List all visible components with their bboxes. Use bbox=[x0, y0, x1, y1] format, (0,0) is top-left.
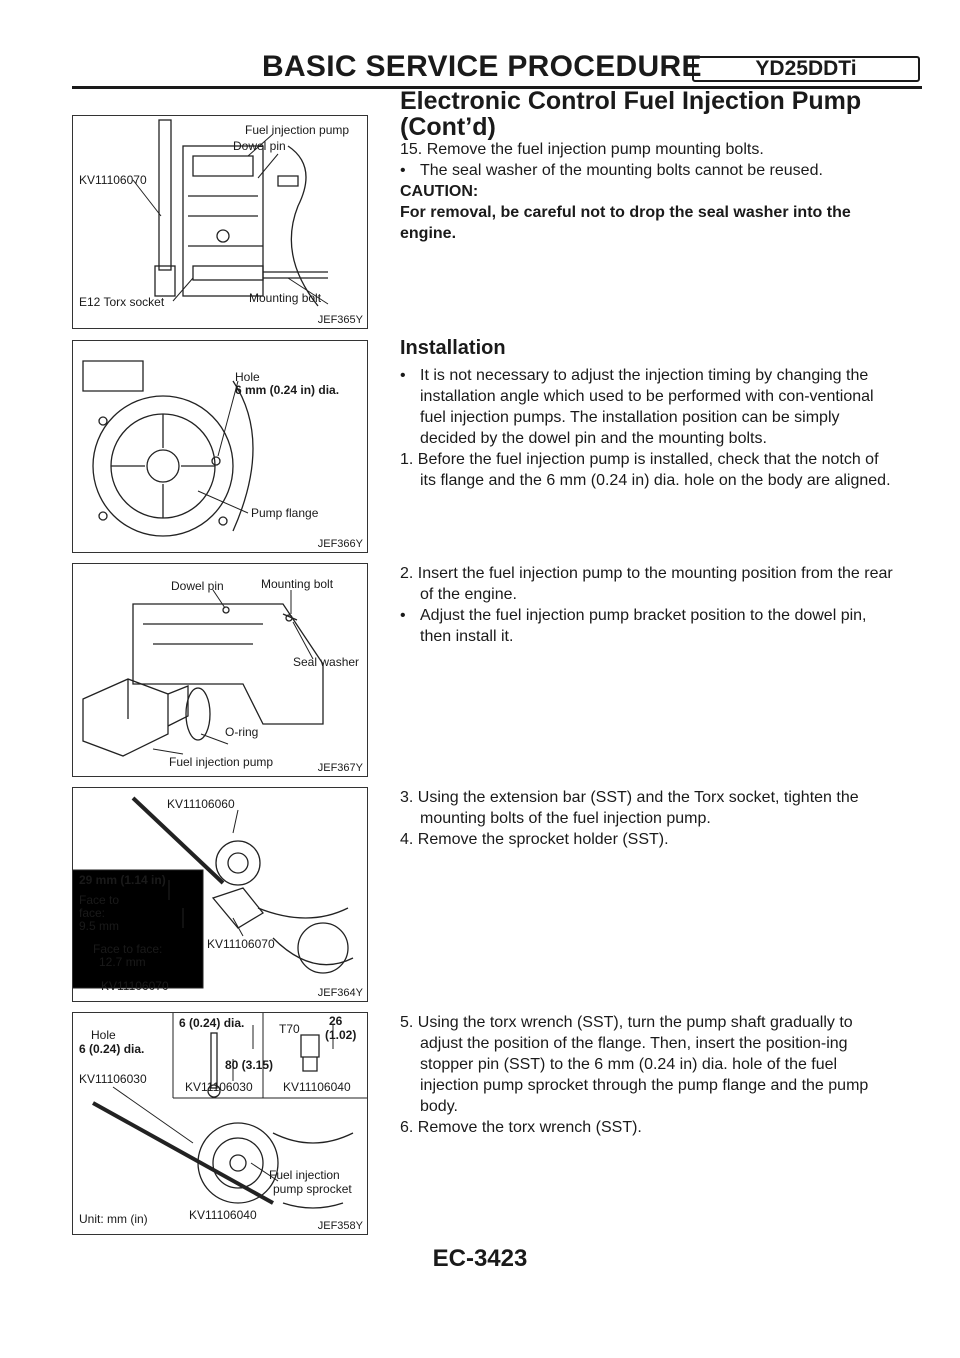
label-9-5mm: 9.5 mm bbox=[79, 919, 120, 933]
label-hole: Hole bbox=[235, 370, 260, 384]
label-pin-length: 80 (3.15) bbox=[225, 1058, 274, 1072]
figure-code: JEF364Y bbox=[317, 987, 363, 999]
installation-block bbox=[400, 338, 895, 491]
step-6: 6. Remove the torx wrench (SST). bbox=[400, 1119, 642, 1136]
step-2-bullet: • Adjust the fuel injection pump bracket position to the dowel pin, then install it. bbox=[400, 605, 895, 647]
label-kv11106070-b: KV11106070 bbox=[207, 937, 275, 951]
label-kv11106070-a: KV11106070 bbox=[101, 979, 169, 993]
label-fuel-injection-pump: Fuel injection pump bbox=[245, 123, 350, 137]
label-1-02: (1.02) bbox=[325, 1028, 357, 1042]
label-unit: Unit: mm (in) bbox=[79, 1212, 148, 1226]
label-kv11106030-box: KV11106030 bbox=[185, 1080, 253, 1094]
step-3-4-block bbox=[400, 787, 895, 850]
figure-jef365y bbox=[72, 115, 368, 329]
installation-heading: Installation bbox=[400, 337, 506, 359]
label-dowel-pin: Dowel pin bbox=[171, 579, 224, 593]
label-26: 26 bbox=[329, 1014, 343, 1028]
label-kv11106030: KV11106030 bbox=[79, 1072, 147, 1086]
label-kv11106040: KV11106040 bbox=[189, 1208, 257, 1222]
figure-jef358y bbox=[72, 1012, 368, 1235]
figure-jef367y bbox=[72, 563, 368, 777]
label-face: face: bbox=[79, 906, 106, 920]
label-seal-washer: Seal washer bbox=[293, 655, 360, 669]
figure-code: JEF367Y bbox=[317, 762, 363, 774]
label-mounting-bolt: Mounting bolt bbox=[249, 291, 322, 305]
label-12-7mm: 12.7 mm bbox=[99, 955, 146, 969]
step-5: 5. Using the torx wrench (SST), turn the pump shaft gradually to adjust the position of the flange. Then, insert the position-ing stopper pin (SST) to the 6 mm (0.24 in) dia. hole of the fuel injection pump sprocket through the pump flange and the pump body. bbox=[400, 1014, 869, 1115]
label-hole-dia: 6 mm (0.24 in) dia. bbox=[235, 383, 340, 397]
label-kv11106040-box: KV11106040 bbox=[283, 1080, 351, 1094]
step-1: 1. Before the fuel injection pump is installed, check that the notch of its flange and the 6 mm (0.24 in) dia. hole on the body are aligned. bbox=[400, 451, 891, 489]
figure-code: JEF365Y bbox=[317, 314, 363, 326]
figure-code: JEF358Y bbox=[317, 1220, 363, 1232]
label-pump-sprocket: pump sprocket bbox=[273, 1182, 352, 1196]
label-mounting-bolt: Mounting bolt bbox=[261, 577, 334, 591]
label-fuel-injection-pump: Fuel injection pump bbox=[169, 755, 274, 769]
figure-code: JEF366Y bbox=[317, 538, 363, 550]
caution-label: CAUTION: bbox=[400, 183, 479, 200]
label-kv11106060: KV11106060 bbox=[167, 797, 235, 811]
section-title-line2: (Cont’d) bbox=[400, 113, 496, 141]
label-hole: Hole bbox=[91, 1028, 116, 1042]
step-3: 3. Using the extension bar (SST) and the Torx socket, tighten the mounting bolts of the fuel injection pump. bbox=[400, 789, 859, 827]
caution-text: For removal, be careful not to drop the seal washer into the engine. bbox=[400, 204, 851, 242]
step-2: 2. Insert the fuel injection pump to the mounting position from the rear of the engine. bbox=[400, 565, 893, 603]
label-face-to-face: Face to face: bbox=[93, 942, 163, 956]
step-2-block bbox=[400, 563, 895, 647]
label-face-to: Face to bbox=[79, 893, 120, 907]
label-29mm: 29 mm (1.14 in) bbox=[79, 873, 166, 887]
section-title bbox=[400, 88, 861, 140]
label-kv11106070: KV11106070 bbox=[79, 173, 147, 187]
label-e12-torx-socket: E12 Torx socket bbox=[79, 295, 165, 309]
step-5-6-block bbox=[400, 1012, 895, 1138]
page-header-title: BASIC SERVICE PROCEDURE bbox=[262, 50, 702, 83]
section-title-line1: Electronic Control Fuel Injection Pump bbox=[400, 87, 862, 115]
label-pin-dia: 6 (0.24) dia. bbox=[179, 1016, 245, 1030]
figure-jef366y bbox=[72, 340, 368, 553]
step-15: 15. Remove the fuel injection pump mounting bolts. bbox=[400, 141, 764, 158]
label-fuel-injection: Fuel injection bbox=[269, 1168, 340, 1182]
step-15-block bbox=[400, 139, 895, 244]
engine-code-badge: YD25DDTi bbox=[692, 56, 920, 82]
figure-jef364y bbox=[72, 787, 368, 1002]
label-t70: T70 bbox=[279, 1022, 300, 1036]
label-o-ring: O-ring bbox=[225, 725, 259, 739]
installation-bullet: • It is not necessary to adjust the injection timing by changing the installation angle which used to be performed with con-ventional fuel injection pumps. The installation position can be simply decided by the dowel pin and the mounting bolts. bbox=[400, 365, 895, 449]
label-dowel-pin: Dowel pin bbox=[233, 139, 286, 153]
step-15-bullet: • The seal washer of the mounting bolts cannot be reused. bbox=[400, 160, 895, 181]
page-number: EC-3423 bbox=[432, 1245, 528, 1272]
step-4: 4. Remove the sprocket holder (SST). bbox=[400, 831, 669, 848]
pump-install-illustration bbox=[73, 564, 368, 777]
label-pump-flange: Pump flange bbox=[251, 506, 319, 520]
label-hole-dia: 6 (0.24) dia. bbox=[79, 1042, 145, 1056]
pump-flange-illustration bbox=[73, 341, 368, 553]
